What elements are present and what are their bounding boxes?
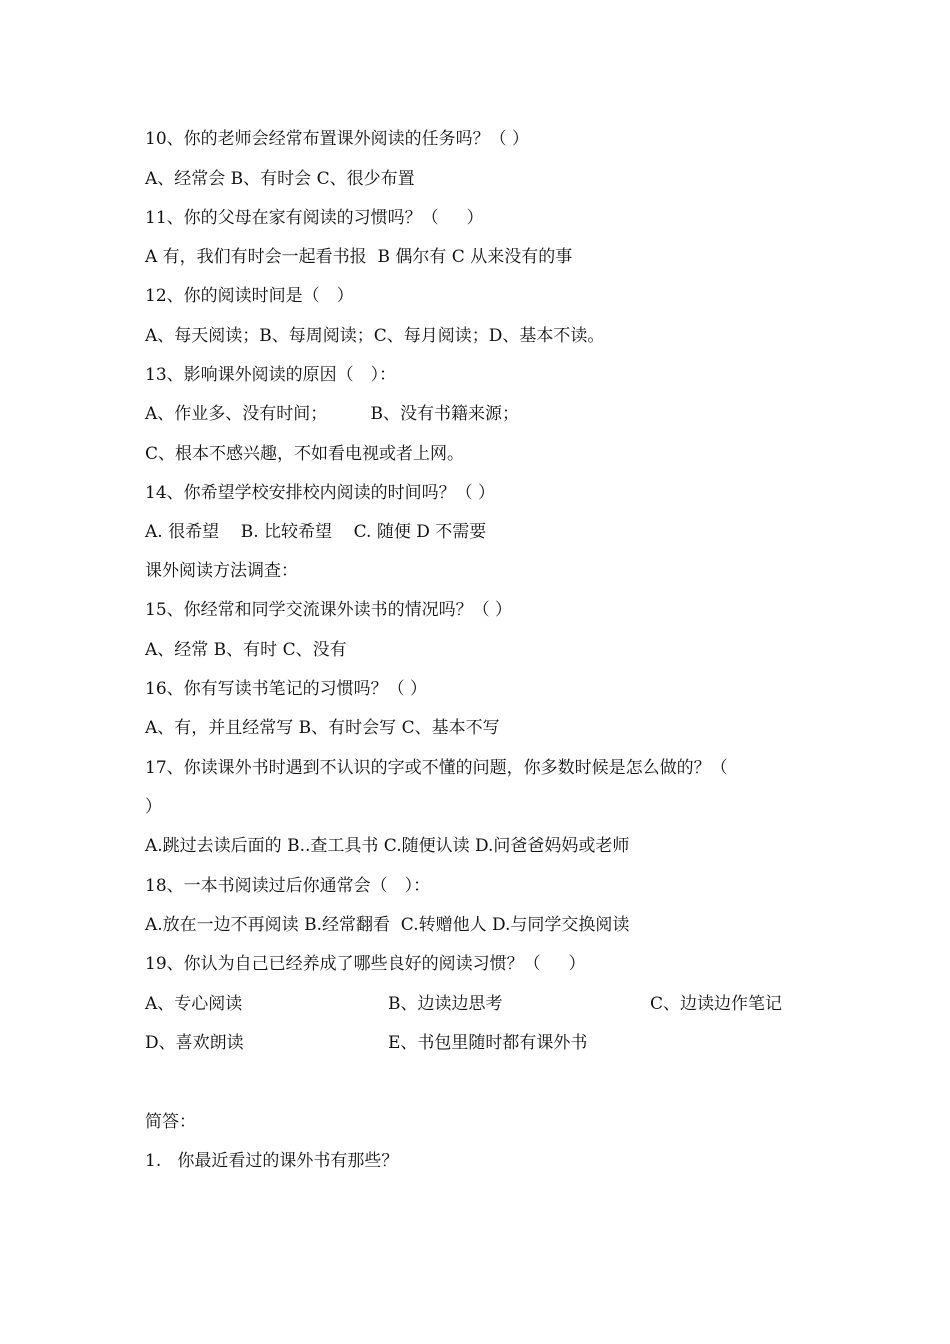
question-13-options-1: A、作业多、没有时间； B、没有书籍来源； [145, 404, 519, 424]
question-10: 10、你的老师会经常布置课外阅读的任务吗？（ ） [145, 129, 530, 149]
q19-option-e: E、书包里随时都有课外书 [388, 1033, 588, 1053]
q19-option-d: D、喜欢朗读 [145, 1033, 244, 1053]
question-18: 18、一本书阅读过后你通常会（ ）： [145, 876, 431, 896]
q19-option-c: C、边读边作笔记 [650, 994, 783, 1014]
q19-option-b: B、边读边思考 [388, 994, 503, 1014]
question-15: 15、你经常和同学交流课外读书的情况吗？（ ） [145, 600, 513, 620]
question-10-options: A、经常会 B、有时会 C、很少布置 [145, 169, 415, 189]
question-15-options: A、经常 B、有时 C、没有 [145, 640, 347, 660]
question-16: 16、你有写读书笔记的习惯吗？（ ） [145, 679, 428, 699]
question-11: 11、你的父母在家有阅读的习惯吗？（ ） [145, 208, 484, 228]
question-12-options: A、每天阅读；B、每周阅读；C、每月阅读；D、基本不读。 [145, 326, 605, 346]
document-page [145, 0, 825, 1344]
q19-option-a: A、专心阅读 [145, 994, 243, 1014]
question-19: 19、你认为自己已经养成了哪些良好的阅读习惯？（ ） [145, 954, 586, 974]
short-answer-question-1: 1. 你最近看过的课外书有那些？ [145, 1151, 399, 1171]
short-answer-heading: 简答： [145, 1112, 196, 1132]
question-13-options-2: C、根本不感兴趣，不如看电视或者上网。 [145, 444, 465, 464]
question-12: 12、你的阅读时间是（ ） [145, 286, 354, 306]
section-heading: 课外阅读方法调查： [145, 561, 298, 581]
question-17-continued: ） [145, 797, 162, 817]
question-17: 17、你读课外书时遇到不认识的字或不懂的问题，你多数时候是怎么做的？（ [145, 758, 728, 778]
question-16-options: A、有，并且经常写 B、有时会写 C、基本不写 [145, 718, 500, 738]
question-14: 14、你希望学校安排校内阅读的时间吗？（ ） [145, 483, 496, 503]
question-18-options: A.放在一边不再阅读 B.经常翻看 C.转赠他人 D.与同学交换阅读 [145, 915, 630, 935]
question-17-options: A.跳过去读后面的 B..查工具书 C.随便认读 D.问爸爸妈妈或老师 [145, 836, 630, 856]
question-14-options: A. 很希望 B. 比较希望 C. 随便 D 不需要 [145, 522, 487, 542]
question-11-options: A 有，我们有时会一起看书报 B 偶尔有 C 从来没有的事 [145, 247, 573, 267]
question-13: 13、影响课外阅读的原因（ ）： [145, 365, 397, 385]
